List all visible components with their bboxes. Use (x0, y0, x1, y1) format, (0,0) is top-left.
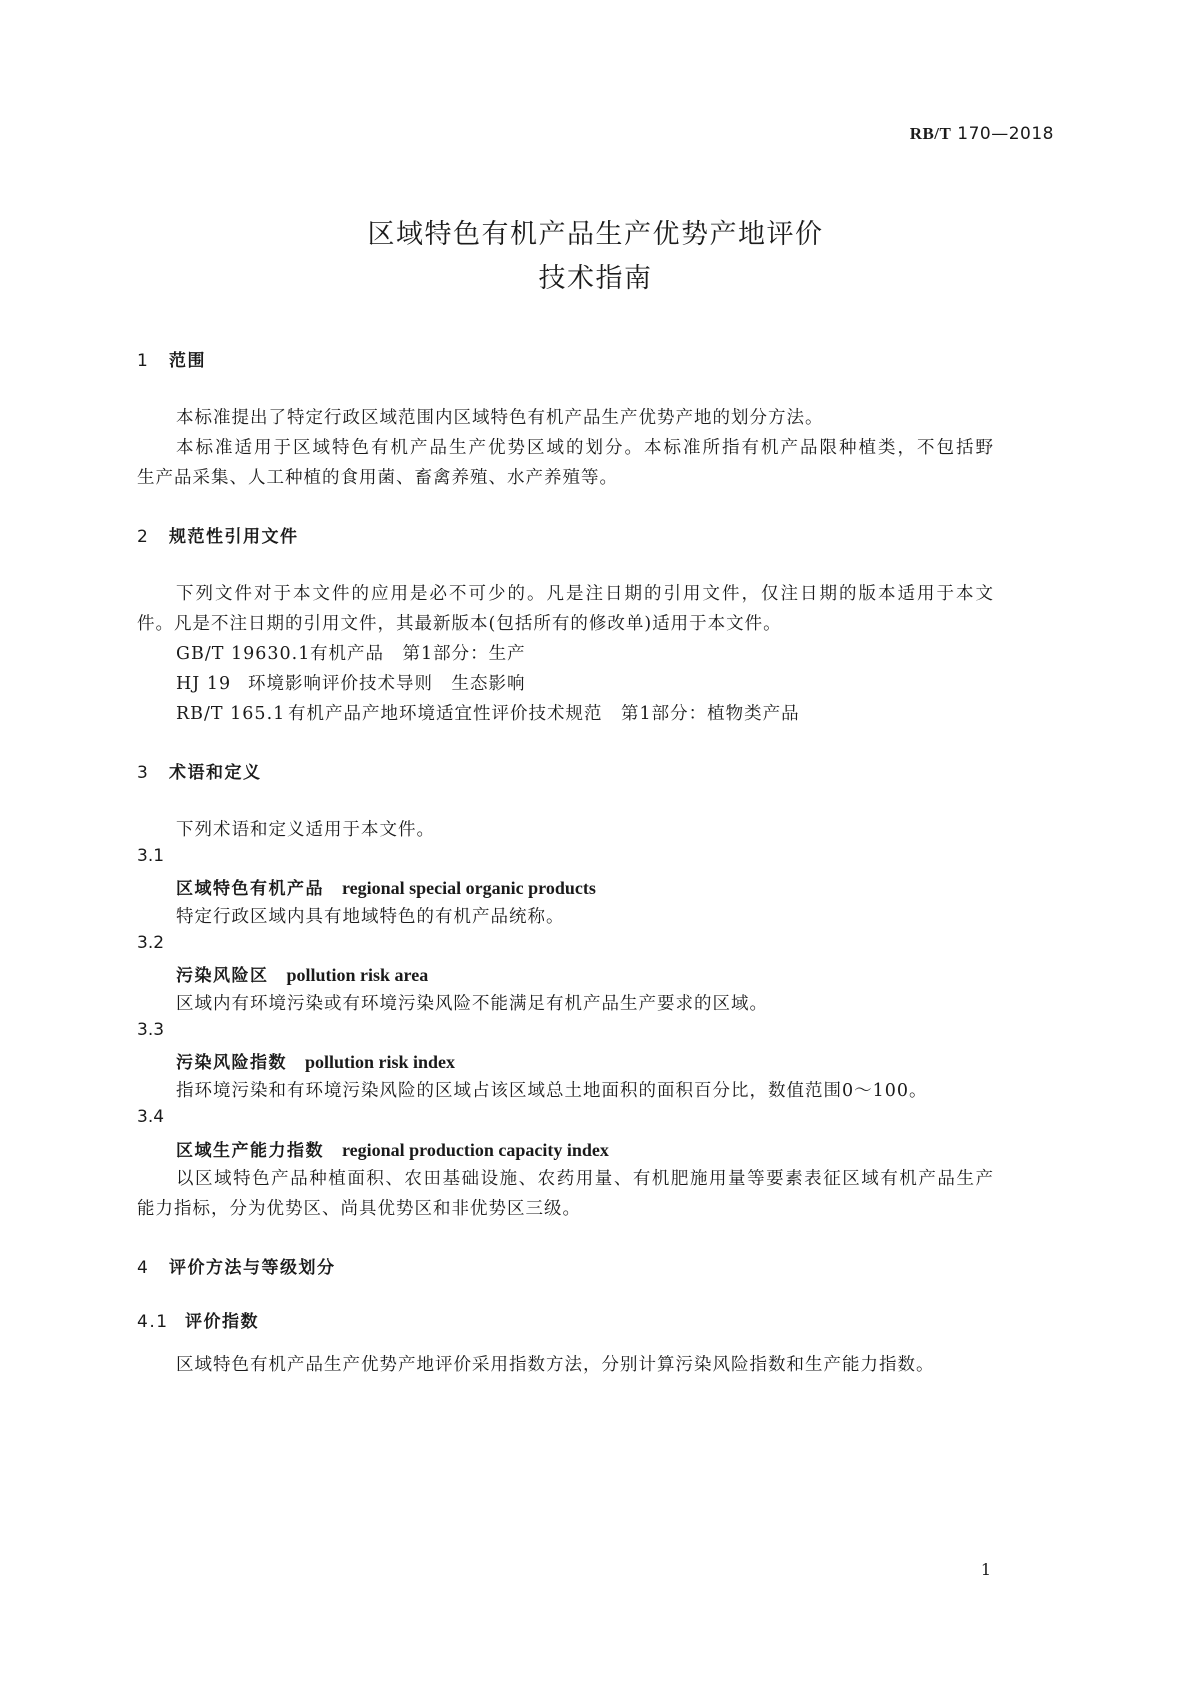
section-number: 1 (137, 351, 150, 371)
standard-number: 170—2018 (957, 124, 1054, 144)
reference-item (176, 670, 526, 695)
standard-code (910, 124, 1054, 144)
section-2-heading (137, 522, 299, 547)
standard-prefix: RB/T (909, 124, 952, 143)
document-title-line2: 技术指南 (538, 263, 653, 294)
paragraph: 下列文件对于本文件的应用是必不可少的。凡是注日期的引用文件，仅注日期的版本适用于本文 (176, 584, 994, 604)
document-title-line1: 区域特色有机产品生产优势产地评价 (367, 219, 824, 250)
paragraph-continuation: 件。凡是不注日期的引用文件，其最新版本(包括所有的修改单)适用于本文件。 (137, 614, 782, 634)
term-number: 3.2 (137, 933, 165, 953)
term-english: regional special organic products (342, 878, 596, 898)
section-title: 规范性引用文件 (169, 527, 299, 547)
reference-code: GB/T 19630.1 (176, 644, 311, 664)
term-definition: 以区域特色产品种植面积、农田基础设施、农药用量、有机肥施用量等要素表征区域有机产品生产 (176, 1169, 994, 1189)
subsection-4-1-heading (137, 1307, 259, 1332)
term-heading (176, 874, 596, 899)
section-3-heading (137, 758, 262, 783)
reference-code: HJ 19 (176, 674, 232, 694)
term-number: 3.3 (137, 1020, 165, 1040)
term-heading (176, 1048, 455, 1073)
term-english: pollution risk area (286, 965, 429, 985)
term-chinese: 污染风险区 (176, 966, 269, 986)
subsection-number: 4.1 (137, 1312, 169, 1332)
term-number: 3.1 (137, 846, 165, 866)
term-definition: 区域内有环境污染或有环境污染风险不能满足有机产品生产要求的区域。 (176, 994, 768, 1014)
section-4-heading (137, 1253, 336, 1278)
section-title: 范围 (169, 351, 206, 371)
page-number: 1 (980, 1560, 991, 1579)
reference-name: 有机产品产地环境适宜性评价技术规范 第1部分：植物类产品 (288, 704, 800, 724)
paragraph: 本标准适用于区域特色有机产品生产优势区域的划分。本标准所指有机产品限种植类，不包括野 (176, 438, 994, 458)
section-number: 3 (137, 763, 150, 783)
section-title: 评价方法与等级划分 (169, 1258, 336, 1278)
paragraph: 区域特色有机产品生产优势产地评价采用指数方法，分别计算污染风险指数和生产能力指数。 (176, 1355, 935, 1375)
paragraph-continuation: 生产品采集、人工种植的食用菌、畜禽养殖、水产养殖等。 (137, 468, 618, 488)
section-number: 4 (137, 1258, 150, 1278)
reference-item (176, 640, 526, 665)
term-chinese: 区域生产能力指数 (176, 1141, 324, 1161)
subsection-title: 评价指数 (185, 1312, 259, 1332)
section-1-heading (137, 346, 206, 371)
reference-code: RB/T 165.1 (176, 704, 286, 724)
term-definition-continuation: 能力指标，分为优势区、尚具优势区和非优势区三级。 (137, 1199, 581, 1219)
term-heading (176, 961, 428, 986)
term-definition: 特定行政区域内具有地域特色的有机产品统称。 (176, 907, 565, 927)
section-number: 2 (137, 527, 150, 547)
section-title: 术语和定义 (169, 763, 262, 783)
term-english: regional production capacity index (342, 1140, 609, 1160)
term-heading (176, 1136, 609, 1161)
reference-item (176, 700, 800, 725)
term-english: pollution risk index (305, 1052, 456, 1072)
paragraph: 本标准提出了特定行政区域范围内区域特色有机产品生产优势产地的划分方法。 (176, 408, 824, 428)
term-chinese: 区域特色有机产品 (176, 879, 324, 899)
term-definition: 指环境污染和有环境污染风险的区域占该区域总土地面积的面积百分比，数值范围0～100。 (176, 1081, 928, 1101)
term-number: 3.4 (137, 1107, 165, 1127)
term-chinese: 污染风险指数 (176, 1053, 287, 1073)
reference-name: 有机产品 第1部分：生产 (310, 644, 526, 664)
reference-name: 环境影响评价技术导则 生态影响 (248, 674, 526, 694)
paragraph: 下列术语和定义适用于本文件。 (176, 820, 435, 840)
